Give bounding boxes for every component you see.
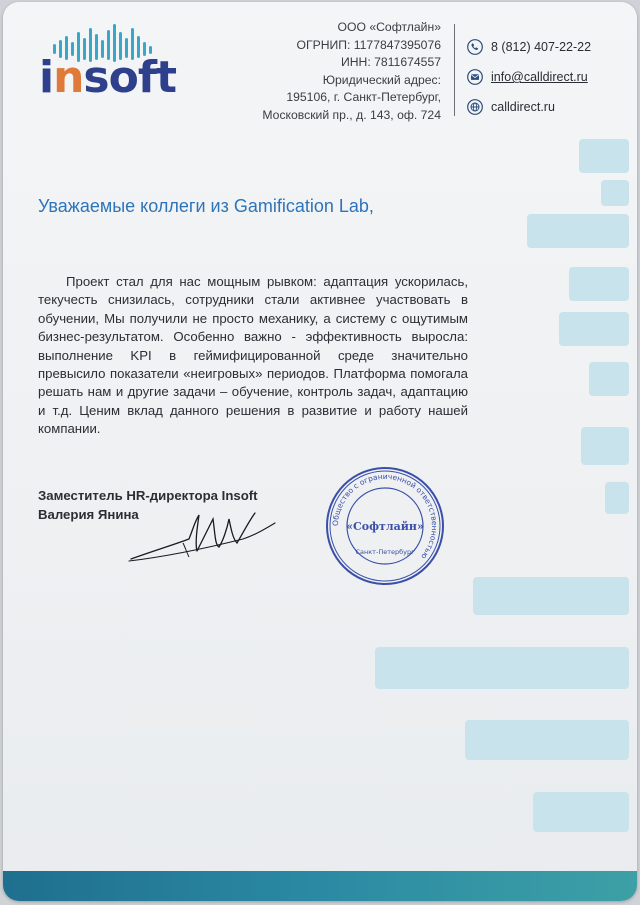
company-stamp (323, 464, 447, 588)
contact-phone[interactable] (467, 32, 627, 62)
requisite-company-name: ООО «Софтлайн» (337, 20, 441, 34)
decorative-stripe (589, 362, 629, 396)
company-logo (33, 22, 203, 112)
decorative-stripe (559, 312, 629, 346)
requisite-address-line2: Московский пр., д. 143, оф. 724 (262, 107, 441, 122)
stamp-center-text: «Софтлайн» (346, 520, 424, 533)
decorative-stripe (527, 214, 629, 248)
logo-wordmark: insoft (39, 52, 177, 103)
requisite-address-label: Юридический адрес: (322, 72, 441, 87)
contact-block (467, 32, 627, 122)
mail-icon (467, 69, 483, 85)
stamp-city-text: Санкт-Петербург (355, 548, 415, 556)
decorative-stripe (375, 647, 629, 689)
company-requisites (191, 19, 441, 124)
globe-icon (467, 99, 483, 115)
signer-title: Заместитель HR-директора Insoft (38, 488, 258, 503)
contact-website[interactable] (467, 92, 627, 122)
decorative-stripe (605, 482, 629, 514)
contact-phone-text: 8 (812) 407-22-22 (491, 40, 592, 54)
handwritten-signature (123, 499, 283, 569)
contact-website-text: calldirect.ru (491, 100, 555, 114)
phone-icon (467, 39, 483, 55)
decorative-stripe (533, 792, 629, 832)
decorative-stripe (569, 267, 629, 301)
decorative-stripe (465, 720, 629, 760)
decorative-stripe (581, 427, 629, 465)
letter-greeting: Уважаемые коллеги из Gamification Lab, (38, 196, 374, 216)
requisite-address-line1: 195106, г. Санкт-Петербург, (286, 90, 441, 104)
requisite-inn: ИНН: 7811674557 (340, 55, 441, 69)
decorative-stripe (473, 577, 629, 615)
contact-email-link[interactable]: info@calldirect.ru (491, 70, 588, 84)
header-divider (454, 24, 455, 116)
footer-bar (3, 871, 637, 901)
stamp-ring-text: Общество с ограниченной ответственностью (330, 471, 440, 561)
letter-page (3, 2, 637, 901)
decorative-stripe (579, 139, 629, 173)
letter-body: Проект стал для нас мощным рывком: адаптация ускорилась, текучесть снизилась, сотрудники стали активнее участвовать в обучении, Мы получили не просто механику, а систему с ощутимым бизнес-результатом. Особенно важно - эффективность выросла: выполнение KPI в геймифицированной среде значительно превысило показатели «неигровых» периодов. Платформа помогала решать нам и другие задачи – обучение, контроль задач, адаптацию и т.д. Ценим вклад данного решения в развитие и работу нашей компании. (38, 274, 468, 437)
decorative-stripe (601, 180, 629, 206)
requisite-ogrnip: ОГРНИП: 1177847395076 (296, 37, 441, 52)
contact-email[interactable] (467, 62, 627, 92)
signer-name: Валерия Янина (38, 507, 139, 522)
